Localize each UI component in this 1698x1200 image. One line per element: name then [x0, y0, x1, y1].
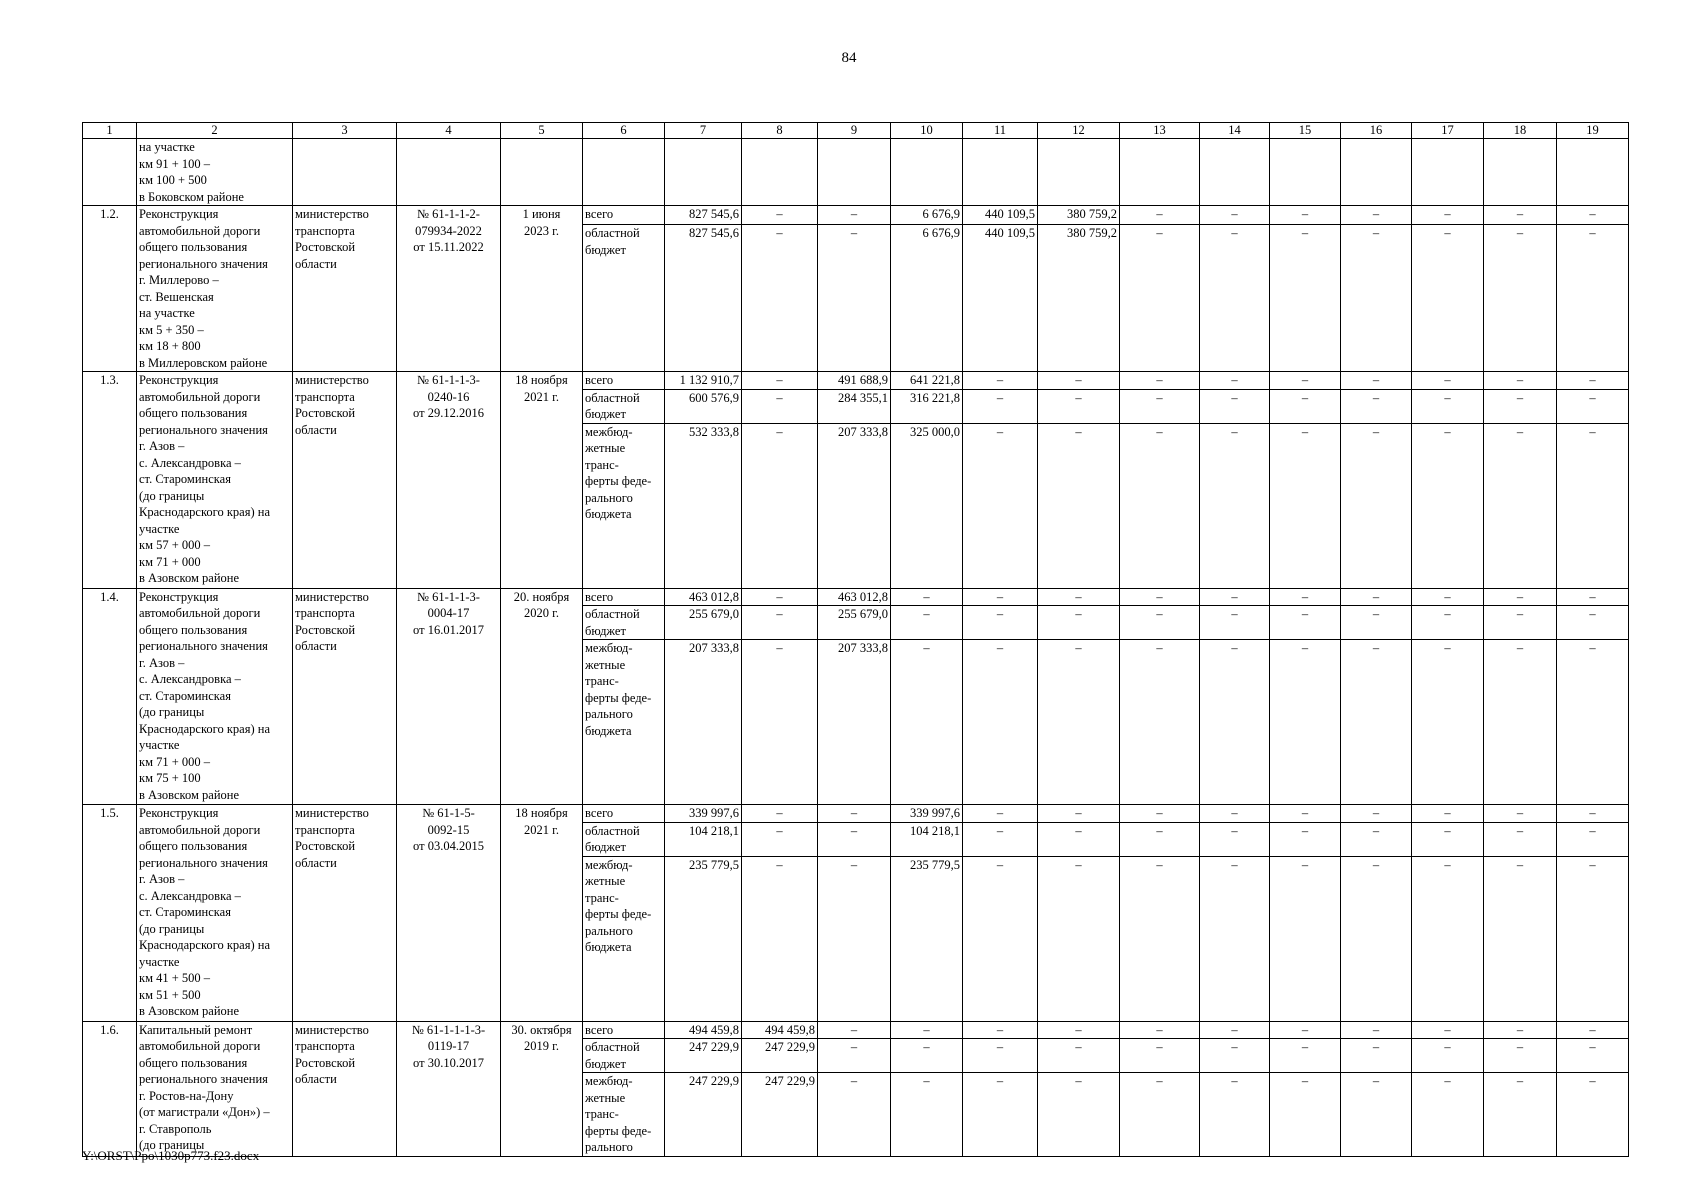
- cell-date: 18 ноября 2021 г.: [501, 805, 583, 1022]
- cell-amount: –: [891, 588, 963, 606]
- cell-amount: –: [1557, 372, 1629, 390]
- column-header: 8: [742, 123, 818, 139]
- cell-amount: –: [1120, 640, 1200, 805]
- cell-amount: 247 229,9: [742, 1039, 818, 1073]
- continuation-row: [83, 139, 1629, 206]
- cell-document: № 61-1-5- 0092-15 от 03.04.2015: [397, 805, 501, 1022]
- cell-amount: –: [1200, 206, 1270, 225]
- column-header: 13: [1120, 123, 1200, 139]
- cell-amount: –: [1412, 640, 1484, 805]
- cell-empty: [742, 139, 818, 206]
- column-header: 17: [1412, 123, 1484, 139]
- cell-empty: [1557, 139, 1629, 206]
- cell-amount: 463 012,8: [818, 588, 891, 606]
- cell-amount: –: [1341, 856, 1412, 1021]
- cell-object-name: Реконструкция автомобильной дороги общего пользования регионального значения г. Азов – с. Александровка – ст. Староминская (до границы Краснодарского края) на участке км 71 + 000 – км 75 + 100 в Азовском районе: [137, 588, 293, 805]
- cell-amount: –: [1120, 1021, 1200, 1039]
- cell-amount: –: [818, 856, 891, 1021]
- cell-amount: –: [891, 1039, 963, 1073]
- cell-empty: [583, 139, 665, 206]
- cell-amount: –: [1484, 805, 1557, 823]
- column-header: 10: [891, 123, 963, 139]
- cell-amount: –: [1200, 1073, 1270, 1157]
- cell-amount: –: [1270, 1021, 1341, 1039]
- cell-document: № 61-1-1-3- 0004-17 от 16.01.2017: [397, 588, 501, 805]
- cell-amount: –: [1200, 606, 1270, 640]
- cell-amount: –: [1412, 1039, 1484, 1073]
- column-header: 18: [1484, 123, 1557, 139]
- cell-amount: 255 679,0: [818, 606, 891, 640]
- cell-amount: 339 997,6: [891, 805, 963, 823]
- cell-empty: [1341, 139, 1412, 206]
- cell-amount: 641 221,8: [891, 372, 963, 390]
- cell-empty: [293, 139, 397, 206]
- cell-amount: –: [1557, 389, 1629, 423]
- column-header: 12: [1038, 123, 1120, 139]
- cell-amount: –: [1484, 606, 1557, 640]
- cell-amount: –: [1412, 856, 1484, 1021]
- cell-object-name: Реконструкция автомобильной дороги общего пользования регионального значения г. Миллерово – ст. Вешенская на участке км 5 + 350 – км 18 + 800 в Миллеровском районе: [137, 206, 293, 372]
- cell-amount: –: [1270, 856, 1341, 1021]
- cell-amount: –: [891, 606, 963, 640]
- cell-object-name: Реконструкция автомобильной дороги общего пользования регионального значения г. Азов – с. Александровка – ст. Староминская (до границы Краснодарского края) на участке км 57 + 000 – км 71 + 000 в Азовском районе: [137, 372, 293, 589]
- cell-amount: 600 576,9: [665, 389, 742, 423]
- cell-amount: –: [742, 206, 818, 225]
- cell-amount: –: [1270, 206, 1341, 225]
- column-header: 9: [818, 123, 891, 139]
- cell-amount: –: [963, 606, 1038, 640]
- cell-amount: –: [1200, 423, 1270, 588]
- cell-customer: министерство транспорта Ростовской области: [293, 372, 397, 589]
- cell-amount: –: [1484, 588, 1557, 606]
- cell-amount: –: [1270, 372, 1341, 390]
- cell-customer: министерство транспорта Ростовской области: [293, 206, 397, 372]
- cell-amount: –: [1412, 822, 1484, 856]
- cell-amount: –: [1038, 423, 1120, 588]
- cell-amount: 440 109,5: [963, 206, 1038, 225]
- cell-customer: министерство транспорта Ростовской области: [293, 1021, 397, 1156]
- cell-amount: –: [1341, 822, 1412, 856]
- cell-amount: –: [1341, 640, 1412, 805]
- cell-amount: 247 229,9: [665, 1073, 742, 1157]
- column-header: 16: [1341, 123, 1412, 139]
- cell-amount: –: [742, 423, 818, 588]
- cell-amount: –: [1038, 588, 1120, 606]
- column-header: 7: [665, 123, 742, 139]
- cell-amount: –: [1557, 225, 1629, 372]
- cell-amount: –: [1484, 856, 1557, 1021]
- cell-amount: –: [742, 389, 818, 423]
- cell-amount: –: [1038, 389, 1120, 423]
- cell-empty: [1120, 139, 1200, 206]
- cell-amount: –: [1200, 1021, 1270, 1039]
- cell-amount: 6 676,9: [891, 225, 963, 372]
- cell-funding-source: областной бюджет: [583, 389, 665, 423]
- cell-amount: –: [963, 1039, 1038, 1073]
- cell-amount: –: [1200, 805, 1270, 823]
- table-row: [83, 206, 1629, 225]
- cell-amount: –: [1557, 805, 1629, 823]
- cell-amount: –: [1038, 805, 1120, 823]
- cell-amount: –: [1412, 225, 1484, 372]
- cell-amount: –: [1341, 588, 1412, 606]
- cell-customer: министерство транспорта Ростовской области: [293, 588, 397, 805]
- cell-amount: –: [963, 389, 1038, 423]
- cell-amount: –: [742, 822, 818, 856]
- cell-empty: [891, 139, 963, 206]
- cell-amount: –: [1412, 805, 1484, 823]
- table-row: [83, 1021, 1629, 1039]
- cell-amount: –: [1341, 1073, 1412, 1157]
- cell-amount: –: [1200, 588, 1270, 606]
- cell-amount: –: [1412, 206, 1484, 225]
- cell-amount: –: [1120, 588, 1200, 606]
- cell-object-name: Капитальный ремонт автомобильной дороги общего пользования регионального значения г. Ростов-на-Дону (от магистрали «Дон») – г. Ставрополь (до границы: [137, 1021, 293, 1156]
- cell-document: № 61-1-1-1-3- 0119-17 от 30.10.2017: [397, 1021, 501, 1156]
- cell-amount: –: [963, 1021, 1038, 1039]
- cell-amount: –: [1412, 606, 1484, 640]
- cell-amount: –: [1557, 606, 1629, 640]
- cell-amount: –: [1484, 423, 1557, 588]
- cell-amount: –: [742, 588, 818, 606]
- cell-amount: 1 132 910,7: [665, 372, 742, 390]
- cell-date: 1 июня 2023 г.: [501, 206, 583, 372]
- table-header: [83, 123, 1629, 139]
- cell-amount: –: [1557, 1039, 1629, 1073]
- cell-amount: –: [1038, 372, 1120, 390]
- cell-amount: –: [1412, 1021, 1484, 1039]
- column-header: 2: [137, 123, 293, 139]
- cell-funding-source: межбюд- жетные транс- ферты феде- рального бюджета: [583, 423, 665, 588]
- cell-amount: –: [1270, 423, 1341, 588]
- cell-amount: –: [1270, 822, 1341, 856]
- cell-object-name: Реконструкция автомобильной дороги общего пользования регионального значения г. Азов – с. Александровка – ст. Староминская (до границы Краснодарского края) на участке км 41 + 500 – км 51 + 500 в Азовском районе: [137, 805, 293, 1022]
- cell-funding-source: всего: [583, 372, 665, 390]
- cell-amount: 207 333,8: [665, 640, 742, 805]
- cell-amount: –: [1038, 640, 1120, 805]
- cell-amount: –: [1120, 856, 1200, 1021]
- cell-amount: –: [1341, 389, 1412, 423]
- cell-amount: –: [742, 805, 818, 823]
- cell-amount: 491 688,9: [818, 372, 891, 390]
- cell-num: 1.2.: [83, 206, 137, 372]
- cell-amount: 104 218,1: [665, 822, 742, 856]
- cell-amount: –: [1557, 588, 1629, 606]
- cell-amount: –: [1120, 606, 1200, 640]
- cell-amount: –: [1557, 640, 1629, 805]
- cell-amount: 235 779,5: [891, 856, 963, 1021]
- cell-empty: [397, 139, 501, 206]
- cell-empty: [1484, 139, 1557, 206]
- cell-amount: –: [1270, 640, 1341, 805]
- cell-amount: –: [1484, 206, 1557, 225]
- cell-num: 1.6.: [83, 1021, 137, 1156]
- cell-amount: –: [818, 225, 891, 372]
- cell-amount: –: [963, 640, 1038, 805]
- cell-amount: –: [891, 640, 963, 805]
- cell-empty: [1038, 139, 1120, 206]
- cell-amount: –: [1038, 606, 1120, 640]
- cell-funding-source: областной бюджет: [583, 225, 665, 372]
- cell-amount: –: [1270, 1073, 1341, 1157]
- cell-object-name: на участке км 91 + 100 – км 100 + 500 в Боковском районе: [137, 139, 293, 206]
- cell-amount: –: [1412, 372, 1484, 390]
- cell-amount: 380 759,2: [1038, 206, 1120, 225]
- cell-amount: –: [1120, 423, 1200, 588]
- cell-amount: –: [1341, 225, 1412, 372]
- cell-funding-source: всего: [583, 1021, 665, 1039]
- cell-amount: –: [1120, 372, 1200, 390]
- cell-empty: [1270, 139, 1341, 206]
- table-row: [83, 588, 1629, 606]
- cell-amount: –: [1557, 206, 1629, 225]
- cell-amount: 380 759,2: [1038, 225, 1120, 372]
- cell-amount: –: [1270, 389, 1341, 423]
- cell-amount: –: [1341, 1039, 1412, 1073]
- cell-amount: –: [891, 1021, 963, 1039]
- table-row: [83, 372, 1629, 390]
- cell-amount: –: [1200, 822, 1270, 856]
- cell-amount: –: [963, 423, 1038, 588]
- cell-empty: [1412, 139, 1484, 206]
- cell-amount: –: [1200, 856, 1270, 1021]
- cell-amount: –: [1120, 225, 1200, 372]
- page-number: 84: [841, 50, 857, 66]
- cell-amount: –: [963, 856, 1038, 1021]
- cell-num: 1.5.: [83, 805, 137, 1022]
- cell-amount: –: [1200, 640, 1270, 805]
- cell-num: 1.3.: [83, 372, 137, 589]
- cell-funding-source: межбюд- жетные транс- ферты феде- рального: [583, 1073, 665, 1157]
- cell-amount: –: [1038, 856, 1120, 1021]
- column-header: 1: [83, 123, 137, 139]
- investment-table: [82, 122, 1629, 1157]
- cell-amount: –: [1484, 1021, 1557, 1039]
- cell-empty: [1200, 139, 1270, 206]
- cell-empty: [963, 139, 1038, 206]
- cell-amount: –: [1484, 1039, 1557, 1073]
- cell-amount: –: [1270, 588, 1341, 606]
- column-header: 3: [293, 123, 397, 139]
- cell-amount: –: [1200, 389, 1270, 423]
- cell-customer: министерство транспорта Ростовской области: [293, 805, 397, 1022]
- column-header: 14: [1200, 123, 1270, 139]
- cell-amount: 235 779,5: [665, 856, 742, 1021]
- cell-amount: –: [1557, 423, 1629, 588]
- cell-amount: –: [1038, 822, 1120, 856]
- cell-amount: –: [1120, 389, 1200, 423]
- cell-amount: –: [1557, 856, 1629, 1021]
- cell-amount: –: [1120, 1039, 1200, 1073]
- cell-amount: –: [818, 1021, 891, 1039]
- cell-funding-source: межбюд- жетные транс- ферты феде- рального бюджета: [583, 856, 665, 1021]
- column-number-row: [83, 123, 1629, 139]
- cell-amount: –: [818, 805, 891, 823]
- cell-amount: –: [1484, 640, 1557, 805]
- cell-funding-source: областной бюджет: [583, 606, 665, 640]
- cell-amount: 104 218,1: [891, 822, 963, 856]
- cell-amount: –: [1557, 1073, 1629, 1157]
- cell-amount: –: [1484, 225, 1557, 372]
- cell-amount: –: [1120, 822, 1200, 856]
- column-header: 4: [397, 123, 501, 139]
- cell-amount: 247 229,9: [665, 1039, 742, 1073]
- cell-amount: –: [1120, 805, 1200, 823]
- cell-amount: –: [1341, 423, 1412, 588]
- cell-amount: –: [1341, 1021, 1412, 1039]
- column-header: 19: [1557, 123, 1629, 139]
- cell-amount: –: [1270, 225, 1341, 372]
- cell-amount: –: [891, 1073, 963, 1157]
- cell-amount: –: [1341, 606, 1412, 640]
- cell-funding-source: всего: [583, 206, 665, 225]
- cell-amount: –: [1557, 822, 1629, 856]
- cell-amount: –: [1270, 805, 1341, 823]
- cell-amount: 532 333,8: [665, 423, 742, 588]
- cell-amount: –: [963, 588, 1038, 606]
- cell-amount: –: [963, 372, 1038, 390]
- cell-amount: 827 545,6: [665, 206, 742, 225]
- column-header: 11: [963, 123, 1038, 139]
- cell-amount: –: [742, 856, 818, 1021]
- cell-document: № 61-1-1-2- 079934-2022 от 15.11.2022: [397, 206, 501, 372]
- cell-amount: –: [1484, 822, 1557, 856]
- cell-funding-source: межбюд- жетные транс- ферты феде- рального бюджета: [583, 640, 665, 805]
- cell-num: 1.4.: [83, 588, 137, 805]
- cell-amount: –: [1412, 389, 1484, 423]
- cell-amount: 6 676,9: [891, 206, 963, 225]
- cell-amount: –: [963, 822, 1038, 856]
- cell-amount: –: [818, 206, 891, 225]
- cell-amount: –: [1412, 588, 1484, 606]
- cell-amount: –: [1038, 1021, 1120, 1039]
- column-header: 15: [1270, 123, 1341, 139]
- cell-amount: –: [1200, 225, 1270, 372]
- cell-amount: 440 109,5: [963, 225, 1038, 372]
- cell-amount: 284 355,1: [818, 389, 891, 423]
- cell-amount: –: [1038, 1073, 1120, 1157]
- cell-amount: 247 229,9: [742, 1073, 818, 1157]
- cell-funding-source: всего: [583, 588, 665, 606]
- cell-amount: –: [818, 1039, 891, 1073]
- cell-amount: 325 000,0: [891, 423, 963, 588]
- cell-amount: –: [818, 822, 891, 856]
- cell-amount: 494 459,8: [742, 1021, 818, 1039]
- cell-empty: [818, 139, 891, 206]
- cell-amount: –: [1341, 372, 1412, 390]
- cell-amount: 494 459,8: [665, 1021, 742, 1039]
- cell-amount: –: [742, 372, 818, 390]
- cell-date: 18 ноября 2021 г.: [501, 372, 583, 589]
- cell-num: [83, 139, 137, 206]
- cell-date: 20. ноября 2020 г.: [501, 588, 583, 805]
- cell-amount: 339 997,6: [665, 805, 742, 823]
- cell-amount: –: [1557, 1021, 1629, 1039]
- cell-amount: –: [1341, 805, 1412, 823]
- column-header: 5: [501, 123, 583, 139]
- cell-amount: –: [1038, 1039, 1120, 1073]
- table-body: [83, 139, 1629, 1157]
- cell-amount: –: [742, 225, 818, 372]
- cell-date: 30. октября 2019 г.: [501, 1021, 583, 1156]
- cell-amount: 463 012,8: [665, 588, 742, 606]
- cell-amount: –: [742, 606, 818, 640]
- cell-amount: 255 679,0: [665, 606, 742, 640]
- cell-amount: 207 333,8: [818, 423, 891, 588]
- cell-amount: –: [1484, 372, 1557, 390]
- cell-amount: 207 333,8: [818, 640, 891, 805]
- cell-amount: –: [1412, 1073, 1484, 1157]
- cell-amount: –: [1341, 206, 1412, 225]
- cell-funding-source: областной бюджет: [583, 1039, 665, 1073]
- cell-amount: –: [963, 805, 1038, 823]
- cell-amount: –: [742, 640, 818, 805]
- cell-amount: –: [1270, 1039, 1341, 1073]
- cell-amount: –: [1412, 423, 1484, 588]
- cell-amount: 316 221,8: [891, 389, 963, 423]
- cell-amount: –: [1270, 606, 1341, 640]
- cell-amount: 827 545,6: [665, 225, 742, 372]
- table-row: [83, 805, 1629, 823]
- cell-amount: –: [818, 1073, 891, 1157]
- cell-amount: –: [1200, 372, 1270, 390]
- cell-amount: –: [1120, 206, 1200, 225]
- footer-file-path: Y:\ORST\Ppo\1030p773.f23.docx: [82, 1148, 260, 1163]
- cell-amount: –: [1484, 1073, 1557, 1157]
- cell-amount: –: [1484, 389, 1557, 423]
- cell-funding-source: всего: [583, 805, 665, 823]
- cell-funding-source: областной бюджет: [583, 822, 665, 856]
- cell-amount: –: [1120, 1073, 1200, 1157]
- column-header: 6: [583, 123, 665, 139]
- cell-amount: –: [1200, 1039, 1270, 1073]
- cell-document: № 61-1-1-3- 0240-16 от 29.12.2016: [397, 372, 501, 589]
- cell-amount: –: [963, 1073, 1038, 1157]
- cell-empty: [665, 139, 742, 206]
- cell-empty: [501, 139, 583, 206]
